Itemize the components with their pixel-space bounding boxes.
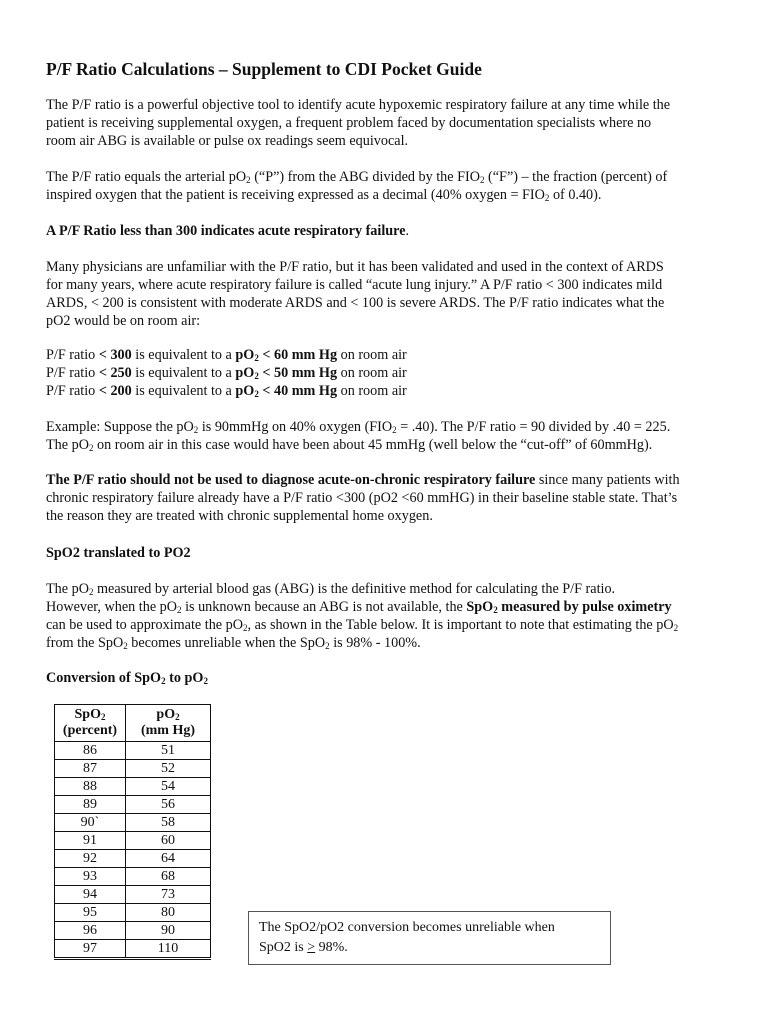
po2-cell: 80	[126, 904, 211, 922]
table-row	[55, 922, 211, 940]
po2-cell: 64	[126, 850, 211, 868]
spo2-cell: 93	[55, 868, 126, 886]
po2-cell: 68	[126, 868, 211, 886]
pf-definition-paragraph: The P/F ratio equals the arterial $pO_2$ (“P”) from the ABG divided by the $FIO_2$ (“F”) – the fraction (percent) of inspired oxygen that the patient is receiving expressed as a decimal (40% oxygen = $FIO_2$ of 0.40).	[46, 169, 668, 203]
spo2-cell: 96	[55, 922, 126, 940]
table-row	[55, 796, 211, 814]
spo2-cell: 92	[55, 850, 126, 868]
spo2-cell: 95	[55, 904, 126, 922]
example-paragraph: Example: Suppose the $pO_2$ is 90mmHg on 40% oxygen $(FIO_2 = .40)$. The P/F ratio = 90 divided by .40 = 225. The $pO_2$ on room air in this case would have been about 45 mmHg (well below the “cut-off” of 60mmHg).	[46, 419, 671, 453]
spo2-cell: 89	[55, 796, 126, 814]
intro-paragraph: The P/F ratio is a powerful objective tool to identify acute hypoxemic respiratory failure at any time while the patient is receiving supplemental oxygen, a frequent problem faced by documentation specialists where no room air ABG is available or pulse ox readings seem equivocal.	[46, 97, 671, 149]
ratio-line: P/F ratio < 200 is equivalent to a $pO_2 < 40$ mm Hg on room air	[46, 383, 407, 399]
section-heading-spo2: SpO2 translated to PO2	[46, 545, 191, 561]
ards-paragraph: Many physicians are unfamiliar with the P/F ratio, but it has been validated and used in the context of ARDS for many years, where acute respiratory failure is called “acute lung injury.” A P/F ratio < 300 indicates mild ARDS, < 200 is consistent with moderate ARDS and < 100 is severe ARDS. The P/F ratio indicates what the pO2 would be on room air:	[46, 259, 665, 329]
table-body	[55, 742, 211, 959]
spo2-paragraph: The $pO_2$ measured by arterial blood gas (ABG) is the definitive method for calculating the P/F ratio. However, when the $pO_2$ is unknown because an ABG is not available, the SpO$_2$ measured by pulse oximetry can be used to approximate the $pO_2$, as shown in the Table below. It is important to note that estimating the $pO_2$ from the SpO$_2$ becomes unreliable when the SpO$_2$ is 98% - 100%.	[46, 581, 679, 651]
po2-cell: 60	[126, 832, 211, 850]
table-row	[55, 760, 211, 778]
table-row	[55, 814, 211, 832]
spo2-cell: 88	[55, 778, 126, 796]
spo2-cell: 87	[55, 760, 126, 778]
table-row	[55, 904, 211, 922]
column-header-spo2: SpO2 (percent)	[55, 705, 126, 742]
spo2-cell: 94	[55, 886, 126, 904]
table-row	[55, 940, 211, 959]
column-header-po2: pO2 (mm Hg)	[126, 705, 211, 742]
table-row	[55, 886, 211, 904]
spo2-cell: 90`	[55, 814, 126, 832]
po2-cell: 90	[126, 922, 211, 940]
spo2-cell: 97	[55, 940, 126, 959]
po2-cell: 54	[126, 778, 211, 796]
spo2-po2-conversion-table	[54, 704, 211, 960]
po2-cell: 73	[126, 886, 211, 904]
spo2-cell: 86	[55, 742, 126, 760]
unreliable-note-box: The SpO2/pO2 conversion becomes unreliable when SpO2 is > 98%.	[248, 911, 611, 965]
table-row	[55, 778, 211, 796]
chronic-failure-paragraph: The P/F ratio should not be used to diagnose acute-on-chronic respiratory failure since many patients with chronic respiratory failure already have a P/F ratio <300 (pO2 <60 mmHG) in their baseline stable state. That’s the reason they are treated with chronic supplemental home oxygen.	[46, 472, 680, 524]
ratio-equivalence-list	[46, 346, 736, 400]
ratio-line: P/F ratio < 300 is equivalent to a $pO_2 < 60$ mm Hg on room air	[46, 347, 407, 363]
table-row	[55, 850, 211, 868]
po2-cell: 56	[126, 796, 211, 814]
po2-cell: 51	[126, 742, 211, 760]
table-row	[55, 742, 211, 760]
spo2-cell: 91	[55, 832, 126, 850]
po2-cell: 58	[126, 814, 211, 832]
page-title: P/F Ratio Calculations – Supplement to CDI Pocket Guide	[46, 59, 482, 79]
po2-cell: 52	[126, 760, 211, 778]
pf-threshold-statement: A P/F Ratio less than 300 indicates acute respiratory failure.	[46, 223, 410, 239]
table-row	[55, 832, 211, 850]
po2-cell: 110	[126, 940, 211, 959]
table-row	[55, 868, 211, 886]
ratio-line: P/F ratio < 250 is equivalent to a $pO_2 < 50$ mm Hg on room air	[46, 365, 407, 381]
section-heading-conversion: Conversion of SpO2 to pO2	[46, 670, 208, 686]
